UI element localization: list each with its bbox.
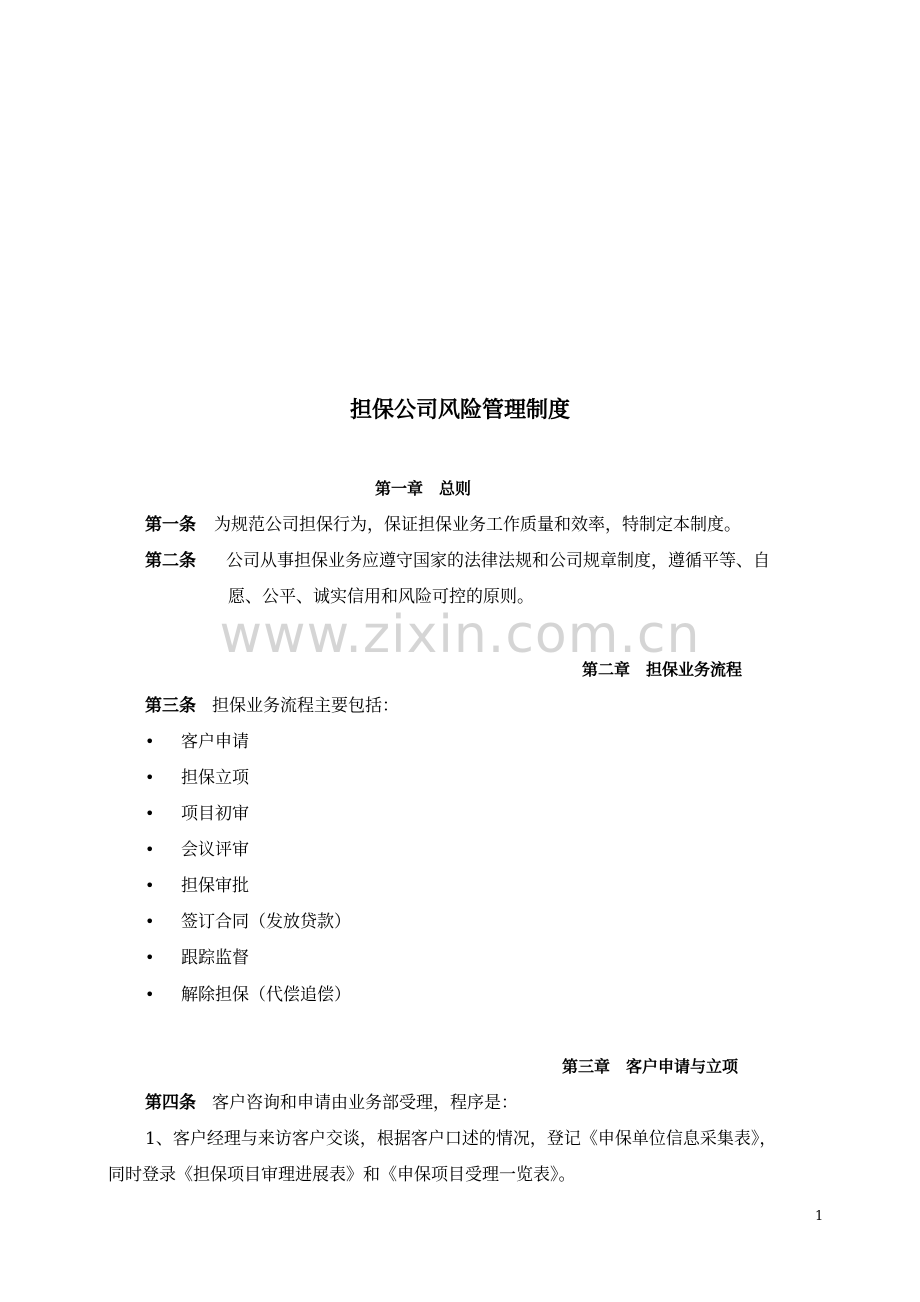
article-3-label: 第三条 [145, 696, 196, 716]
bullet-icon: • [145, 985, 155, 1004]
bullet-icon: • [145, 948, 155, 967]
process-step: 解除担保（代偿追偿） [181, 985, 351, 1005]
article-2-text-line1: 公司从事担保业务应遵守国家的法律法规和公司规章制度，遵循平等、自 [226, 551, 770, 571]
watermark: www.zixin.com.cn [219, 605, 701, 665]
article-1-text: 为规范公司担保行为，保证担保业务工作质量和效率，特制定本制度。 [214, 515, 741, 535]
bullet-icon: • [145, 732, 155, 751]
process-step: 会议评审 [181, 840, 249, 860]
process-step: 担保审批 [181, 876, 249, 896]
process-step: 项目初审 [181, 804, 249, 824]
process-step: 担保立项 [181, 768, 249, 788]
page-number: 1 [815, 1209, 824, 1224]
chapter-1-heading: 第一章 总则 [375, 479, 472, 498]
chapter-3-heading: 第三章 客户申请与立项 [562, 1057, 739, 1076]
bullet-icon: • [145, 912, 155, 931]
bullet-icon: • [145, 768, 155, 787]
article-2-label: 第二条 [145, 551, 196, 571]
article-2-text-line2: 愿、公平、诚实信用和风险可控的原则。 [228, 587, 534, 607]
article-4-text: 客户咨询和申请由业务部受理，程序是： [212, 1093, 518, 1113]
chapter-2-heading: 第二章 担保业务流程 [582, 660, 743, 679]
process-step: 跟踪监督 [181, 948, 249, 968]
article-1-label: 第一条 [145, 515, 196, 535]
paragraph-1-line2: 同时登录《担保项目审理进展表》和《申保项目受理一览表》。 [108, 1165, 576, 1185]
bullet-icon: • [145, 804, 155, 823]
process-step: 签订合同（发放贷款） [181, 912, 351, 932]
bullet-icon: • [145, 876, 155, 895]
document-title: 担保公司风险管理制度 [349, 398, 570, 423]
article-1 [145, 512, 741, 538]
article-4 [145, 1090, 518, 1116]
process-step: 客户申请 [181, 732, 249, 752]
article-3 [145, 693, 399, 719]
article-2 [145, 548, 770, 574]
article-3-text: 担保业务流程主要包括： [212, 696, 399, 716]
article-4-label: 第四条 [145, 1093, 196, 1113]
paragraph-1-line1: 1、客户经理与来访客户交谈，根据客户口述的情况，登记《申保单位信息采集表》， [145, 1129, 777, 1149]
bullet-icon: • [145, 840, 155, 859]
